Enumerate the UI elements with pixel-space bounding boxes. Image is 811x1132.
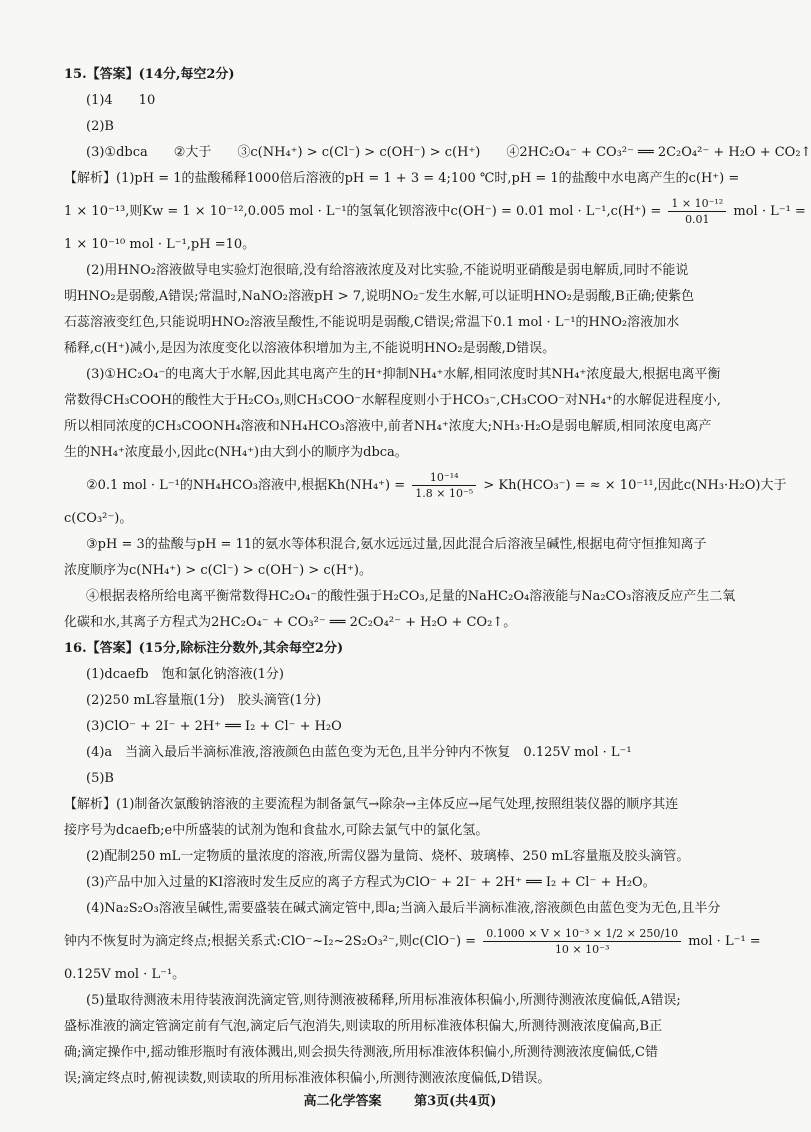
q15-fraction-denominator: 0.01: [685, 213, 710, 226]
q15-explanation-3-line-1: (3)①HC₂O₄⁻的电离大于水解,因此其电离产生的H⁺抑制NH₄⁺水解,相同浓度时其NH₄⁺浓度最大,根据电离平衡: [86, 367, 721, 382]
q15-explanation-3d-line-2: 化碳和水,其离子方程式为2HC₂O₄⁻ + CO₃²⁻ ══ 2C₂O₄²⁻ + H₂O + CO₂↑。: [64, 615, 517, 630]
q15-answer-1: (1)4 10: [86, 93, 156, 108]
q15-explanation-1-text: 1 × 10⁻¹³,则Kw = 1 × 10⁻¹²,0.005 mol · L⁻¹的氢氧化钡溶液中c(OH⁻) = 0.01 mol · L⁻¹,c(H⁺) =: [64, 204, 662, 219]
q15-explanation-3b-line-1: [64, 466, 787, 506]
q16-explanation-5-line-4: 误;滴定终点时,俯视读数,则读取的所用标准液体积偏小,所测待测液浓度偏低,D错误。: [64, 1071, 551, 1086]
q16-explanation-5-line-1: (5)量取待测液未用待装液润洗滴定管,则待测液被稀释,所用标准液体积偏小,所测待测液浓度偏低,A错误;: [86, 993, 681, 1008]
q15-explanation-2-line-3: 石蕊溶液变红色,只能说明HNO₂溶液呈酸性,不能说明是弱酸,C错误;常温下0.1 mol · L⁻¹的HNO₂溶液加水: [64, 315, 680, 330]
q16-explanation-5-line-3: 确;滴定操作中,摇动锥形瓶时有液体溅出,则会损失待测液,所用标准液体积偏小,所测待测液浓度偏低,C错: [64, 1045, 658, 1060]
q15-explanation-2-line-1: (2)用HNO₂溶液做导电实验灯泡很暗,没有给溶液浓度及对比实验,不能说明亚硝酸是弱电解质,同时不能说: [86, 263, 689, 278]
q15-explanation-1-unit: mol · L⁻¹ =: [733, 204, 806, 219]
q16-clo-denominator: 10 × 10⁻³: [554, 943, 610, 956]
q16-explanation-1-line-1: 【解析】(1)制备次氯酸钠溶液的主要流程为制备氯气→除杂→主体反应→尾气处理,按照组装仪器的顺序其连: [64, 797, 679, 812]
q16-answer-5: (5)B: [86, 771, 114, 786]
q16-answer-1: (1)dcaefb 饱和氯化钠溶液(1分): [86, 667, 285, 682]
q16-clo-numerator: 0.1000 × V × 10⁻³ × 1/2 × 250/10: [483, 926, 681, 942]
q15-kh-compare: > Kh(HCO₃⁻) = ≈ × 10⁻¹¹,因此c(NH₃·H₂O)大于: [483, 478, 787, 493]
q16-relation-unit: mol · L⁻¹ =: [688, 934, 761, 949]
q15-explanation-3b-line-2: c(CO₃²⁻)。: [64, 511, 133, 526]
q15-kh-denominator: 1.8 × 10⁻⁵: [415, 487, 474, 500]
q16-answer-2: (2)250 mL容量瓶(1分) 胶头滴管(1分): [86, 693, 322, 708]
answer-content: [64, 62, 811, 1092]
q15-explanation-2-line-2: 明HNO₂是弱酸,A错误;常温时,NaNO₂溶液pH > 7,说明NO₂⁻发生水解,可以证明HNO₂是弱酸,B正确;使紫色: [64, 289, 695, 304]
q15-explanation-3c-line-2: 浓度顺序为c(NH₄⁺) > c(Cl⁻) > c(OH⁻) > c(H⁺)。: [64, 563, 372, 578]
q15-explanation-3-line-3: 所以相同浓度的CH₃COONH₄溶液和NH₄HCO₃溶液中,前者NH₄⁺浓度大;NH₃·H₂O是弱电解质,相同浓度电离产: [64, 419, 712, 434]
q16-explanation-2: (2)配制250 mL一定物质的量浓度的溶液,所需仪器为量筒、烧杯、玻璃棒、250 mL容量瓶及胶头滴管。: [86, 849, 690, 864]
q16-header: 16.【答案】(15分,除标注分数外,其余每空2分): [64, 641, 344, 656]
q16-relation-text: 钟内不恢复时为滴定终点;根据关系式:ClO⁻~I₂~2S₂O₃²⁻,则c(ClO⁻) =: [64, 934, 477, 949]
page-footer: [0, 1090, 800, 1109]
q15-answer-3: (3)①dbca ②大于 ③c(NH₄⁺) > c(Cl⁻) > c(OH⁻) > c(H⁺) ④2HC₂O₄⁻ + CO₃²⁻ ══ 2C₂O₄²⁻ + H₂O + CO₂↑: [86, 145, 811, 160]
q15-explanation-3d-line-1: ④根据表格所给电离平衡常数得HC₂O₄⁻的酸性强于H₂CO₃,足量的NaHC₂O₄溶液能与Na₂CO₃溶液反应产生二氧: [86, 589, 736, 604]
q15-explanation-3-line-2: 常数得CH₃COOH的酸性大于H₂CO₃,则CH₃COO⁻水解程度则小于HCO₃⁻,CH₃COO⁻对NH₄⁺的水解促进程度小,: [64, 393, 721, 408]
q15-explanation-1-line-1: 【解析】(1)pH = 1的盐酸稀释1000倍后溶液的pH = 1 + 3 = 4;100 ℃时,pH = 1的盐酸中水电离产生的c(H⁺) =: [64, 171, 740, 186]
q15-fraction-numerator: 1 × 10⁻¹²: [668, 196, 726, 212]
q15-kh-numerator: 10⁻¹⁴: [412, 470, 476, 486]
q15-explanation-3-line-4: 生的NH₄⁺浓度最小,因此c(NH₄⁺)由大到小的顺序为dbca。: [64, 445, 408, 460]
q16-explanation-4-line-3: 0.125V mol · L⁻¹。: [64, 967, 186, 982]
q16-answer-3: (3)ClO⁻ + 2I⁻ + 2H⁺ ══ I₂ + Cl⁻ + H₂O: [86, 719, 342, 734]
q16-fraction-clo: [483, 926, 681, 957]
q16-explanation-4-line-1: (4)Na₂S₂O₃溶液呈碱性,需要盛装在碱式滴定管中,即a;当滴入最后半滴标准液,溶液颜色由蓝色变为无色,且半分: [86, 901, 721, 916]
q16-explanation-3: (3)产品中加入过量的KI溶液时发生反应的离子方程式为ClO⁻ + 2I⁻ + 2H⁺ ══ I₂ + Cl⁻ + H₂O。: [86, 875, 656, 890]
q15-fraction-h: [668, 196, 726, 227]
q16-explanation-1-line-2: 接序号为dcaefb;e中所盛装的试剂为饱和食盐水,可除去氯气中的氯化氢。: [64, 823, 489, 838]
q16-explanation-5-line-2: 盛标准液的滴定管滴定前有气泡,滴定后气泡消失,则读取的所用标准液体积偏大,所测待测液浓度偏高,B正: [64, 1019, 663, 1034]
q15-explanation-3c-line-1: ③pH = 3的盐酸与pH = 11的氨水等体积混合,氨水远远过量,因此混合后溶液呈碱性,根据电荷守恒推知离子: [86, 537, 707, 552]
q15-explanation-2-line-4: 稀释,c(H⁺)减小,是因为浓度变化以溶液体积增加为主,不能说明HNO₂是弱酸,D错误。: [64, 341, 556, 356]
q15-fraction-kh: [412, 470, 476, 501]
q15-answer-2: (2)B: [86, 119, 114, 134]
q15-explanation-1-line-2: [64, 192, 806, 232]
footer-title: 高二化学答案: [303, 1094, 382, 1109]
q16-answer-4: (4)a 当滴入最后半滴标准液,溶液颜色由蓝色变为无色,且半分钟内不恢复 0.125V mol · L⁻¹: [86, 745, 632, 760]
q15-explanation-1-line-3: 1 × 10⁻¹⁰ mol · L⁻¹,pH =10。: [64, 237, 256, 252]
q16-explanation-4-line-2: [64, 922, 761, 962]
q15-header: 15.【答案】(14分,每空2分): [64, 67, 235, 82]
q15-kh-text: ②0.1 mol · L⁻¹的NH₄HCO₃溶液中,根据Kh(NH₄⁺) =: [86, 478, 406, 493]
footer-page-number: 第3页(共4页): [414, 1094, 497, 1109]
